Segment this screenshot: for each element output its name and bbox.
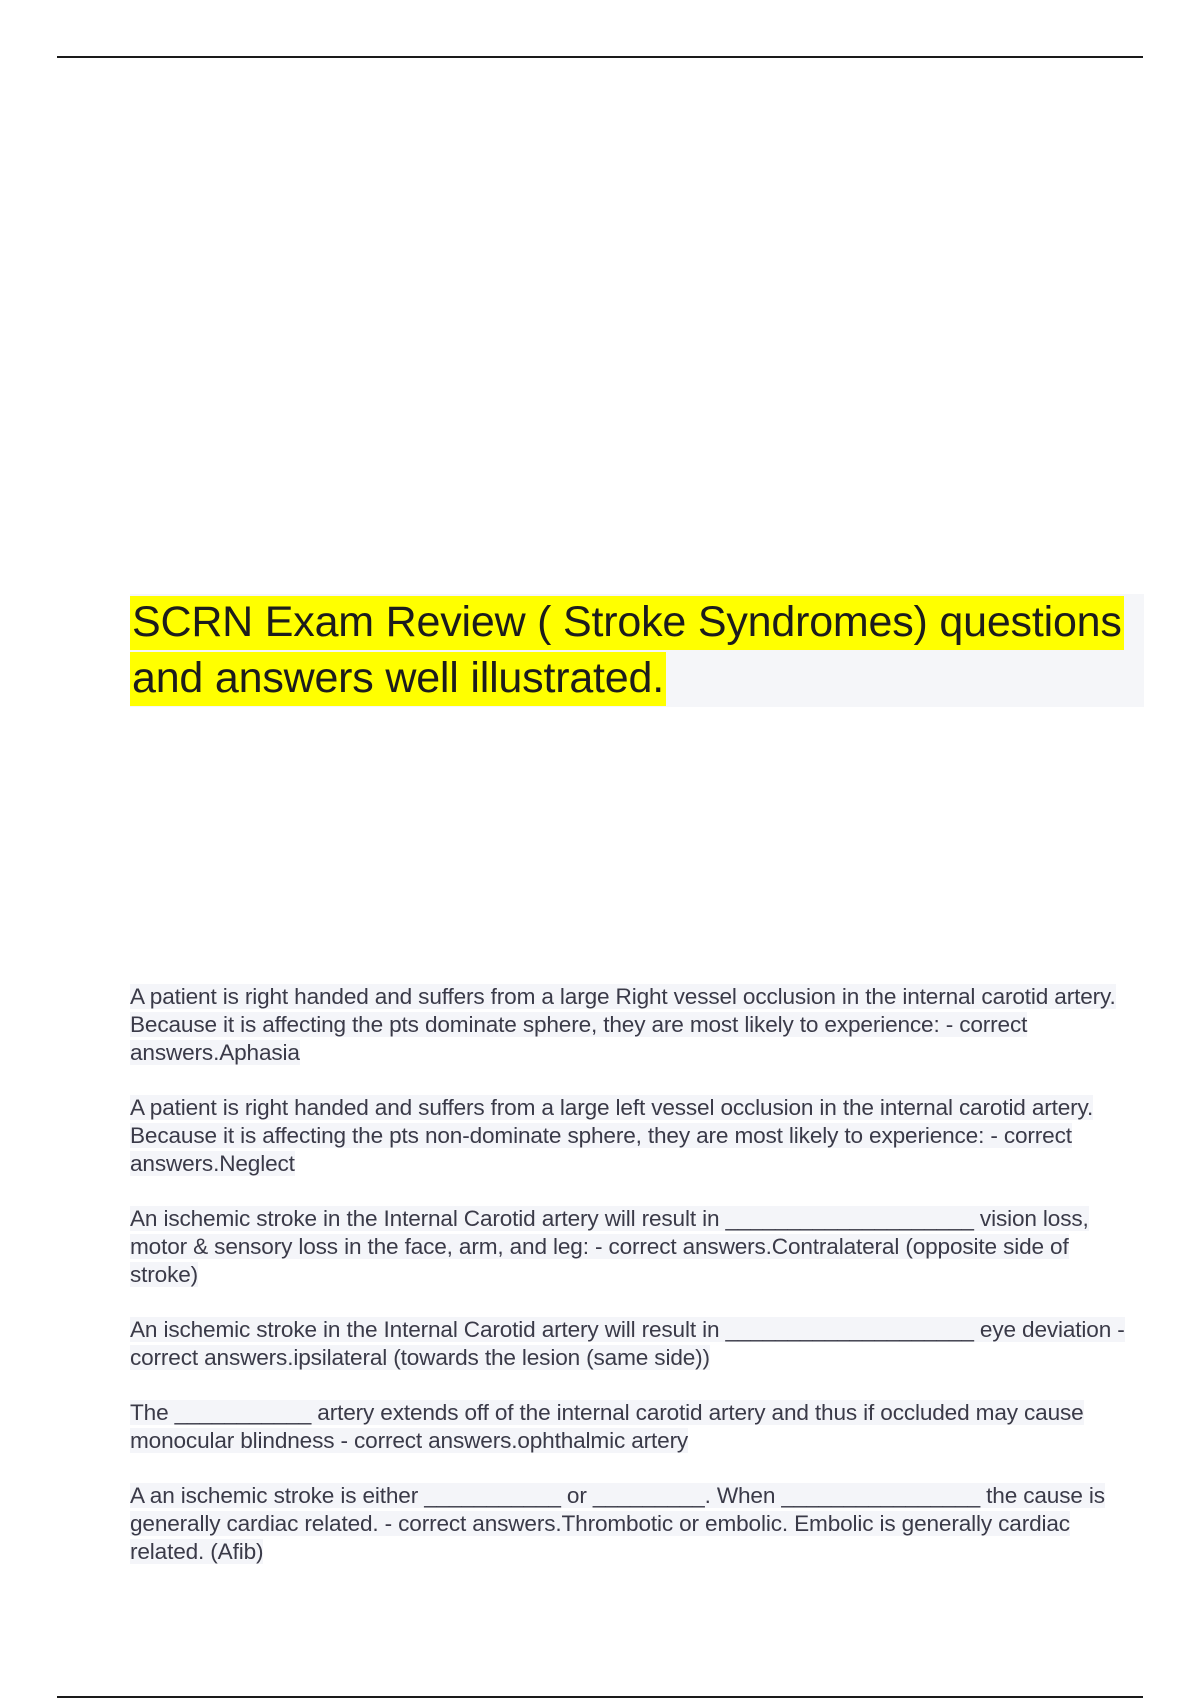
qa-item-text: An ischemic stroke in the Internal Carotid artery will result in ____________________ eye deviation - correct answers.ipsilateral (towards the lesion (same side)) <box>130 1317 1125 1370</box>
qa-item <box>130 1399 1135 1455</box>
qa-item-text: A patient is right handed and suffers from a large Right vessel occlusion in the internal carotid artery. Because it is affecting the pts dominate sphere, they are most likely to experience: - correct answers.Aphasia <box>130 984 1116 1065</box>
qa-item-text: A patient is right handed and suffers from a large left vessel occlusion in the internal carotid artery. Because it is affecting the pts non-dominate sphere, they are most likely to experience: - correct answers.Neglect <box>130 1095 1094 1176</box>
document-title <box>130 594 1144 706</box>
page-bottom-rule <box>57 1696 1143 1698</box>
qa-item <box>130 1316 1135 1372</box>
qa-item <box>130 1482 1135 1566</box>
document-title-text: SCRN Exam Review ( Stroke Syndromes) questions and answers well illustrated. <box>130 596 1124 706</box>
qa-item <box>130 1205 1135 1289</box>
qa-item-text: A an ischemic stroke is either ___________ or _________. When ________________ the cause is generally cardiac related. - correct answers.Thrombotic or embolic. Embolic is generally cardiac related. (Afib) <box>130 1483 1105 1564</box>
qa-item-text: An ischemic stroke in the Internal Carotid artery will result in ____________________ vision loss, motor & sensory loss in the face, arm, and leg: - correct answers.Contralateral (opposite side of stroke) <box>130 1206 1089 1287</box>
page-top-rule <box>57 56 1143 58</box>
qa-item <box>130 1094 1135 1178</box>
qa-item <box>130 983 1135 1067</box>
qa-item-text: The ___________ artery extends off of the internal carotid artery and thus if occluded may cause monocular blindness - correct answers.ophthalmic artery <box>130 1400 1084 1453</box>
qa-list <box>130 983 1135 1593</box>
